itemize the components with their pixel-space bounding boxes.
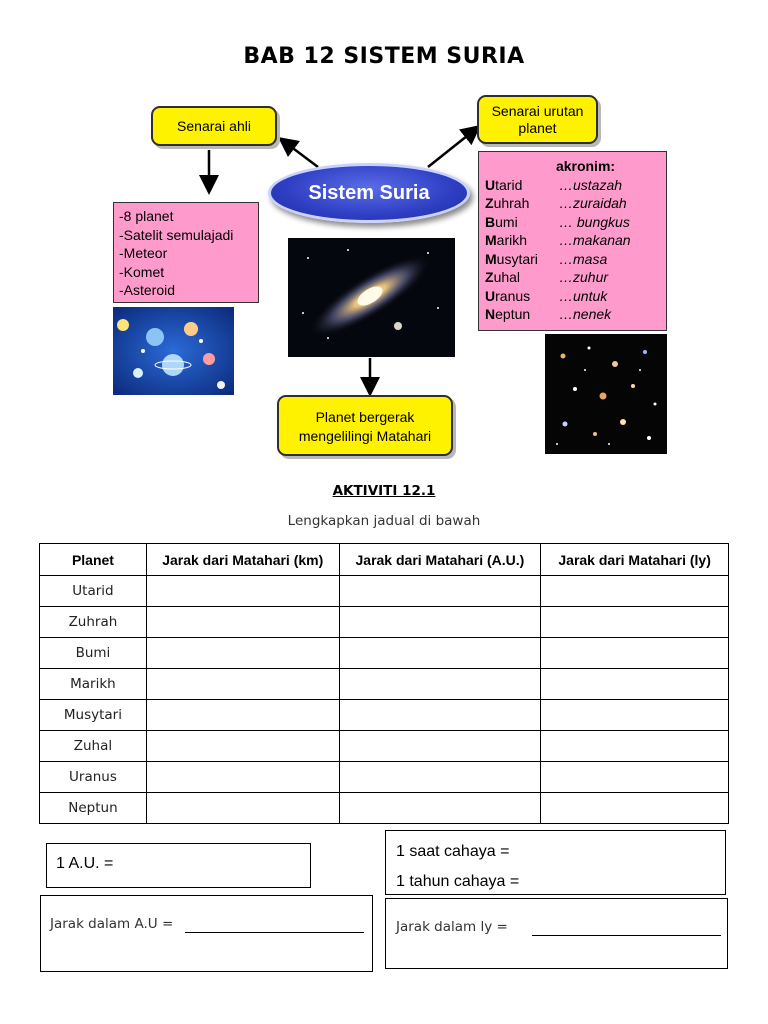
acronym-text: Z: [485, 269, 494, 285]
acronym-text: arikh: [496, 232, 528, 248]
table-header-row: [40, 544, 729, 576]
table-row: [40, 762, 729, 793]
members-list-item: -Komet: [119, 263, 165, 280]
blank-cell[interactable]: [146, 762, 339, 793]
blank-cell[interactable]: [541, 700, 729, 731]
planet-name: Marikh: [40, 669, 147, 700]
acronym-text: B: [485, 213, 496, 230]
column-header: Jarak dari Matahari (km): [146, 544, 339, 576]
blank-cell[interactable]: [541, 762, 729, 793]
table-row: [40, 576, 729, 607]
arrow-to-order: [428, 128, 477, 167]
acronym-text: … bungkus: [559, 213, 630, 230]
distance-ly-label: Jarak dalam ly =: [396, 919, 508, 935]
acronym-title: akronim:: [555, 158, 616, 174]
planet-name: Utarid: [40, 576, 147, 607]
table-row: [40, 700, 729, 731]
distance-ly-blank: [532, 921, 721, 936]
light-year-label: 1 tahun cahaya =: [396, 873, 520, 890]
acronym-text: tarid: [495, 176, 523, 193]
blank-cell[interactable]: [339, 793, 541, 824]
blank-cell[interactable]: [541, 638, 729, 669]
blank-cell[interactable]: [339, 731, 541, 762]
blank-cell[interactable]: [541, 669, 729, 700]
acronym-row: [485, 176, 666, 195]
acronym-row: [485, 213, 666, 232]
blank-cell[interactable]: [339, 576, 541, 607]
blank-cell[interactable]: [339, 638, 541, 669]
page-title: BAB 12 SISTEM SURIA: [243, 44, 525, 69]
activity-instruction: Lengkapkan jadual di bawah: [287, 513, 481, 529]
table-row: [40, 607, 729, 638]
distance-au-blank: [185, 918, 364, 933]
table-row: [40, 793, 729, 824]
acronym-text: …nenek: [559, 306, 612, 322]
members-list-item: -Satelit semulajadi: [119, 226, 234, 243]
column-header: Jarak dari Matahari (A.U.): [339, 544, 541, 576]
blank-cell[interactable]: [146, 793, 339, 824]
table-row: [40, 638, 729, 669]
blank-cell[interactable]: [541, 607, 729, 638]
motion-box-line1: Planet bergerak: [315, 409, 415, 425]
activity-heading: AKTIVITI 12.1: [332, 483, 436, 499]
blank-cell[interactable]: [146, 700, 339, 731]
motion-box: [277, 395, 453, 456]
acronym-text: …zuraidah: [559, 195, 627, 211]
acronym-text: uhrah: [493, 195, 530, 211]
distance-table: [39, 543, 729, 824]
blank-cell[interactable]: [146, 576, 339, 607]
arrow-to-members: [282, 140, 318, 167]
acronym-text: Z: [485, 195, 494, 211]
blank-cell[interactable]: [541, 576, 729, 607]
acronym-row: [485, 305, 666, 324]
galaxy-image: [288, 238, 455, 357]
deep-field-image: [545, 334, 667, 454]
column-header: Planet: [40, 544, 147, 576]
planet-name: Uranus: [40, 762, 147, 793]
acronym-text: …masa: [559, 250, 608, 267]
blank-cell[interactable]: [541, 731, 729, 762]
acronym-text: U: [485, 176, 496, 193]
acronym-text: N: [485, 306, 496, 322]
blank-cell[interactable]: [146, 669, 339, 700]
planet-name: Musytari: [40, 700, 147, 731]
distance-au-box: [40, 895, 373, 972]
order-box: [477, 95, 598, 144]
acronym-text: umi: [495, 213, 518, 230]
acronym-text: M: [485, 232, 497, 248]
planet-name: Zuhrah: [40, 607, 147, 638]
column-header: Jarak dari Matahari (ly): [541, 544, 729, 576]
acronym-text: U: [485, 287, 496, 304]
acronym-row: [485, 194, 666, 213]
acronym-text: …ustazah: [559, 176, 623, 193]
distance-ly-box: [385, 898, 728, 969]
table-row: [40, 669, 729, 700]
members-box: Senarai ahli: [151, 106, 277, 146]
planet-name: Neptun: [40, 793, 147, 824]
blank-cell[interactable]: [339, 669, 541, 700]
acronym-row: [485, 231, 666, 250]
acronym-row: [485, 250, 666, 269]
light-box: [385, 830, 726, 895]
acronym-row: [485, 287, 666, 306]
acronym-text: usytari: [496, 250, 538, 267]
acronym-text: …makanan: [559, 232, 631, 248]
planet-name: Bumi: [40, 638, 147, 669]
center-oval: Sistem Suria: [268, 163, 470, 223]
distance-au-label: Jarak dalam A.U =: [50, 916, 174, 932]
acronym-text: M: [485, 250, 497, 267]
acronym-text: …zuhur: [559, 269, 609, 285]
blank-cell[interactable]: [339, 762, 541, 793]
light-second-label: 1 saat cahaya =: [396, 843, 510, 860]
members-list-item: -Meteor: [119, 245, 168, 261]
order-box-line2: planet: [518, 120, 557, 136]
blank-cell[interactable]: [146, 731, 339, 762]
solar-system-image: [113, 307, 234, 395]
members-list: [113, 202, 259, 303]
blank-cell[interactable]: [339, 607, 541, 638]
acronym-text: …untuk: [559, 287, 608, 304]
acronym-text: ranus: [495, 287, 531, 304]
acronym-text: eptun: [495, 306, 531, 322]
blank-cell[interactable]: [541, 793, 729, 824]
blank-cell[interactable]: [146, 607, 339, 638]
blank-cell[interactable]: [146, 638, 339, 669]
table-row: [40, 731, 729, 762]
au-box: 1 A.U. =: [46, 843, 311, 888]
acronym-box: [478, 151, 667, 331]
acronym-text: uhal: [493, 269, 521, 285]
blank-cell[interactable]: [339, 700, 541, 731]
acronym-row: [485, 268, 666, 287]
members-list-item: -8 planet: [119, 208, 174, 224]
planet-name: Zuhal: [40, 731, 147, 762]
members-list-item: -Asteroid: [119, 282, 176, 298]
motion-box-line2: mengelilingi Matahari: [298, 428, 432, 444]
order-box-line1: Senarai urutan: [491, 103, 584, 119]
